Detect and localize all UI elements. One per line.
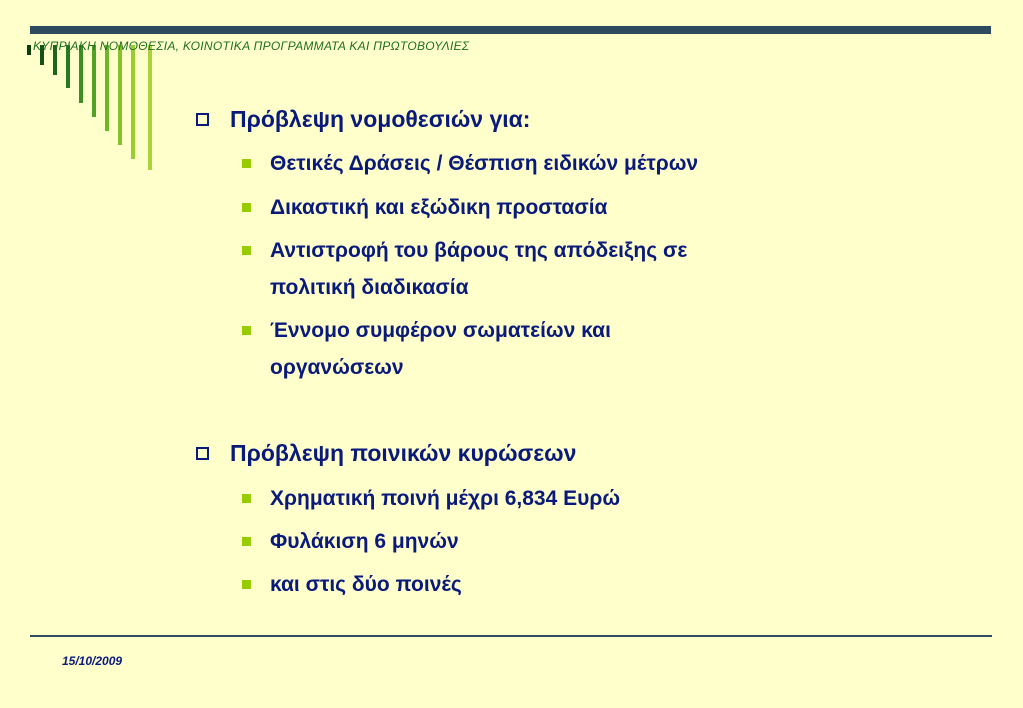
square-bullet-icon xyxy=(242,326,251,335)
square-bullet-icon xyxy=(242,246,251,255)
bullet-item xyxy=(270,232,687,306)
hollow-square-bullet-icon xyxy=(196,447,209,460)
bullet-item xyxy=(270,145,698,182)
section-heading-text: Πρόβλεψη νομοθεσιών για: xyxy=(230,106,531,132)
decorative-stripe xyxy=(105,45,109,131)
top-rule xyxy=(30,26,991,34)
bullet-item-text: και στις δύο ποινές xyxy=(270,573,462,596)
decorative-stripe xyxy=(148,45,152,170)
bullet-item xyxy=(270,566,462,603)
square-bullet-icon xyxy=(242,203,251,212)
bullet-item xyxy=(270,312,611,386)
decorative-stripe xyxy=(79,45,83,103)
bottom-rule xyxy=(30,635,992,637)
decorative-stripe xyxy=(27,45,31,55)
hollow-square-bullet-icon xyxy=(196,113,209,126)
decorative-stripe xyxy=(118,45,122,145)
section-heading-text: Πρόβλεψη ποινικών κυρώσεων xyxy=(230,440,577,466)
decorative-stripe xyxy=(92,45,96,117)
square-bullet-icon xyxy=(242,580,251,589)
bullet-item-text: Αντιστροφή του βάρους της απόδειξης σε xyxy=(270,239,688,262)
square-bullet-icon xyxy=(242,537,251,546)
bullet-item xyxy=(270,523,459,560)
square-bullet-icon xyxy=(242,159,251,168)
bullet-item-text-continued: πολιτική διαδικασία xyxy=(270,276,469,299)
bullet-item xyxy=(270,480,620,517)
bullet-item-text: Φυλάκιση 6 μηνών xyxy=(270,530,459,553)
footer-date: 15/10/2009 xyxy=(62,654,123,668)
section-heading xyxy=(230,106,530,133)
section-heading xyxy=(230,440,576,467)
header-title: ΚΥΠΡΙΑΚΗ ΝΟΜΟΘΕΣΙΑ, ΚΟΙΝΟΤΙΚΑ ΠΡΟΓΡΑΜΜΑΤΑ ΚΑΙ ΠΡΩΤΟΒΟΥΛΙΕΣ xyxy=(33,39,470,53)
bullet-item xyxy=(270,189,607,226)
square-bullet-icon xyxy=(242,494,251,503)
bullet-item-text: Έννομο συμφέρον σωματείων και xyxy=(270,319,611,342)
decorative-stripe xyxy=(131,45,135,159)
bullet-item-text-continued: οργανώσεων xyxy=(270,356,404,379)
bullet-item-text: Χρηματική ποινή μέχρι 6,834 Ευρώ xyxy=(270,487,621,510)
bullet-item-text: Δικαστική και εξώδικη προστασία xyxy=(270,196,608,219)
bullet-item-text: Θετικές Δράσεις / Θέσπιση ειδικών μέτρων xyxy=(270,152,699,175)
